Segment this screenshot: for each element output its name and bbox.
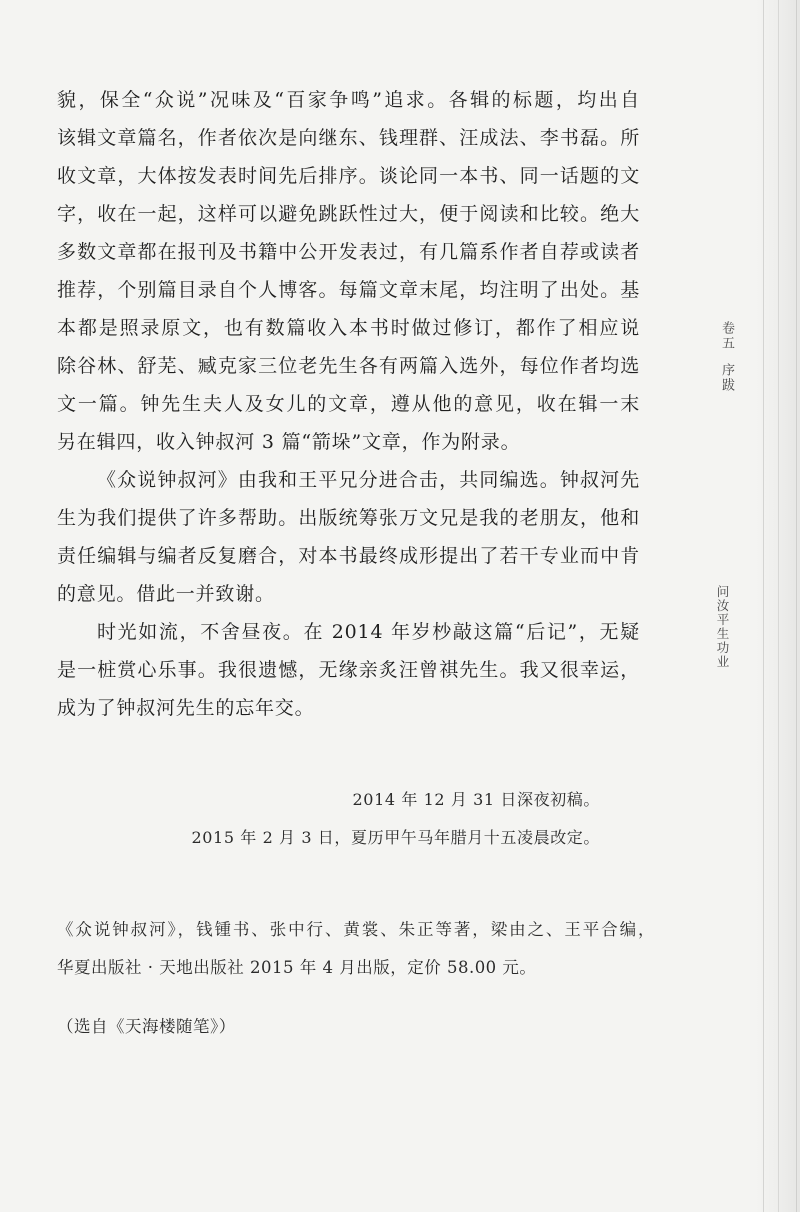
text-line: 多数文章都在报刊及书籍中公开发表过，有几篇系作者自荐或读者 [57,241,640,263]
selected-from-note: （选自《天海楼随笔》） [57,1017,236,1036]
text-line: 是一桩赏心乐事。我很遗憾，无缘亲炙汪曾祺先生。我又很幸运， [57,659,640,681]
source-note-line: 华夏出版社 · 天地出版社 2015 年 4 月出版，定价 58.00 元。 [57,958,537,977]
body-text [57,81,640,727]
text-line: 本都是照录原文，也有数篇收入本书时做过修订，都作了相应说 [57,317,640,339]
draft-date: 2014 年 12 月 31 日深夜初稿。 [352,790,600,809]
binding-edge-line [796,0,797,1212]
binding-edge-line [763,0,764,1212]
binding-edge-line [778,0,779,1212]
date-signature [130,781,600,857]
paragraph-3 [57,613,640,727]
source-note-line: 《众说钟叔河》，钱锺书、张中行、黄裳、朱正等著，梁由之、王平合编， [57,920,655,939]
source-note [57,911,655,1046]
text-line: 该辑文章篇名，作者依次是向继东、钱理群、汪成法、李书磊。所 [57,127,640,149]
text-line: 文一篇。钟先生夫人及女儿的文章，遵从他的意见，收在辑一末 [57,393,640,415]
paragraph-2 [57,461,640,613]
text-line: 《众说钟叔河》由我和王平兄分进合击，共同编选。钟叔河先 [97,469,640,491]
text-line: 收文章，大体按发表时间先后排序。谈论同一本书、同一话题的文 [57,165,640,187]
text-line: 时光如流，不舍昼夜。在 2014 年岁杪敲这篇“后记”，无疑 [97,621,640,643]
text-line: 推荐，个别篇目录自个人博客。每篇文章末尾，均注明了出处。基 [57,279,640,301]
running-title: 问汝平生功业 [715,585,730,669]
text-line: 的意见。借此一并致谢。 [57,583,275,605]
text-line: 成为了钟叔河先生的忘年交。 [57,697,315,719]
margin-chapter-label: 卷五 [719,321,734,351]
text-line: 另在辑四，收入钟叔河 3 篇“箭垛”文章，作为附录。 [57,431,521,453]
revision-date: 2015 年 2 月 3 日，夏历甲午马年腊月十五凌晨改定。 [191,828,600,847]
text-line: 除谷林、舒芜、臧克家三位老先生各有两篇入选外，每位作者均选 [57,355,640,377]
text-line: 貌，保全“众说”况味及“百家争鸣”追求。各辑的标题，均出自 [57,89,640,111]
margin-section-label: 序跋 [719,363,734,393]
text-line: 责任编辑与编者反复磨合，对本书最终成形提出了若干专业而中肯 [57,545,640,567]
text-line: 字，收在一起，这样可以避免跳跃性过大，便于阅读和比较。绝大 [57,203,640,225]
text-line: 生为我们提供了许多帮助。出版统筹张万文兄是我的老朋友，他和 [57,507,640,529]
paragraph-1 [57,81,640,461]
